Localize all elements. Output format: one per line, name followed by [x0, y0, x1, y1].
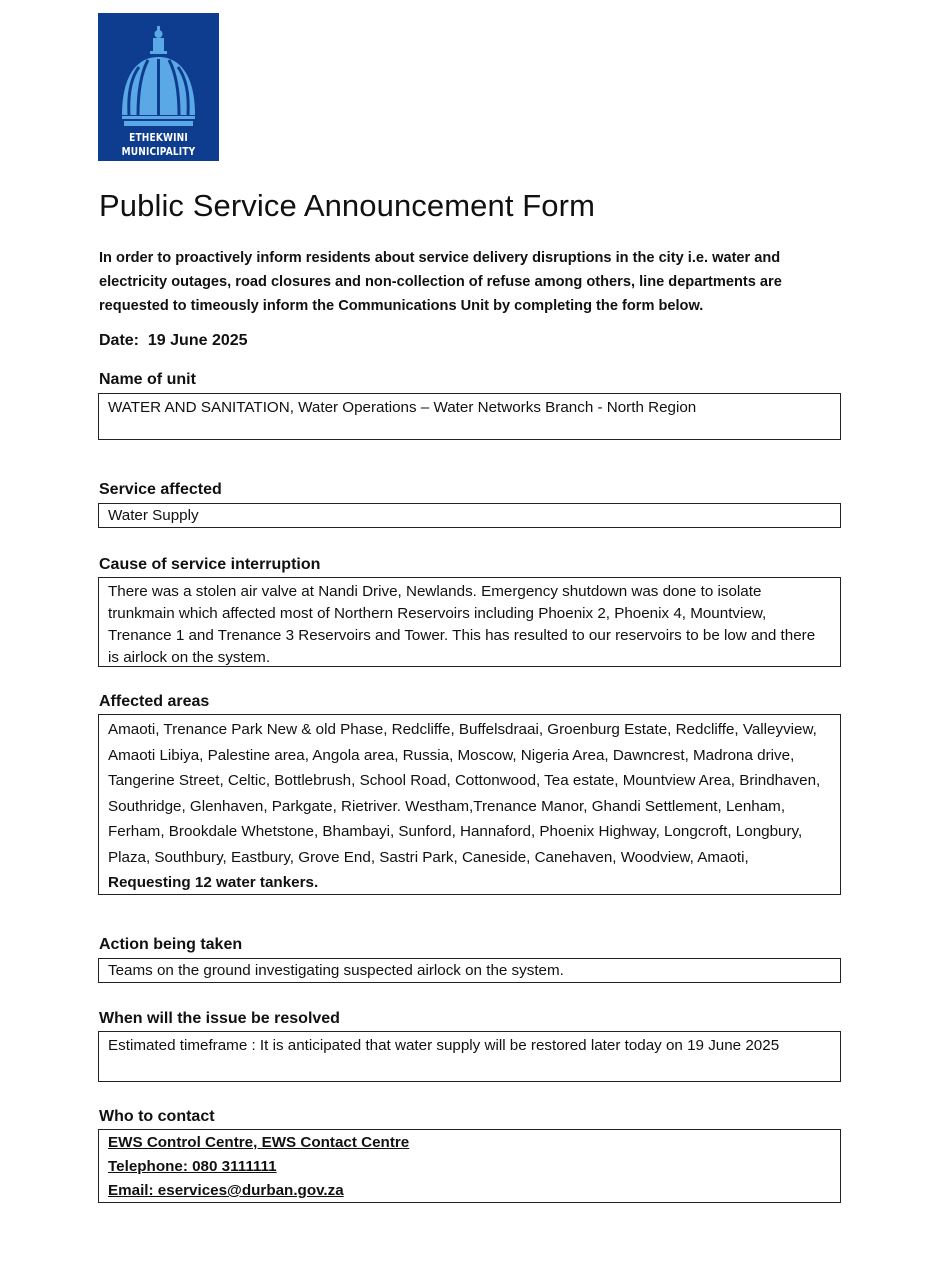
unit-label: Name of unit — [99, 371, 196, 388]
contact-telephone[interactable]: Telephone: 080 3111111 — [108, 1158, 277, 1175]
logo-line-1: ETHEKWINI — [129, 131, 188, 144]
page-title: Public Service Announcement Form — [99, 188, 595, 223]
action-label: Action being taken — [99, 936, 243, 953]
tanker-request: Requesting 12 water tankers. — [108, 874, 319, 891]
contact-email[interactable]: Email: eservices@durban.gov.za — [108, 1182, 344, 1199]
contact-centre: EWS Control Centre, EWS Contact Centre — [108, 1134, 410, 1151]
municipality-logo — [98, 13, 219, 161]
service-field: Water Supply — [98, 503, 841, 528]
areas-label: Affected areas — [99, 693, 210, 710]
areas-list: Amaoti, Trenance Park New & old Phase, Redcliffe, Buffelsdraai, Groenburg Estate, Redcliffe, Valleyview, Amaoti Libiya, Palestine area, Angola area, Russia, Moscow, Nigeria Area, Dawncrest, Madrona drive, Tangerine Street, Celtic, Bottlebrush, School Road, Cottonwood, Tea estate, Mountview Area, Brindhaven, Southridge, Glenhaven, Parkgate, Rietriver. Westham,Trenance Manor, Ghandi Settlement, Lenham, Ferham, Brookdale Whetstone, Bhambayi, Sunford, Hannaford, Phoenix Highway, Longcroft, Longbury, Plaza, Southbury, Eastbury, Grove End, Sastri Park, Caneside, Canehaven, Woodview, Amaoti, — [108, 721, 821, 866]
logo-line-2: MUNICIPALITY — [121, 145, 196, 158]
contact-field — [98, 1129, 841, 1203]
unit-field: WATER AND SANITATION, Water Operations – Water Networks Branch - North Region — [98, 393, 841, 440]
resolved-field: Estimated timeframe : It is anticipated that water supply will be restored later today on 19 June 2025 — [98, 1031, 841, 1082]
service-label: Service affected — [99, 481, 222, 498]
intro-text: In order to proactively inform residents about service delivery disruptions in the city i.e. water and electricity outages, road closures and non-collection of refuse among others, line departments are requested to timeously inform the Communications Unit by completing the form below. — [99, 250, 782, 314]
date-line — [99, 332, 248, 350]
date-value: 19 June 2025 — [147, 332, 248, 349]
action-field: Teams on the ground investigating suspected airlock on the system. — [98, 958, 841, 983]
contact-label: Who to contact — [99, 1108, 215, 1125]
resolved-label: When will the issue be resolved — [99, 1010, 340, 1027]
date-label: Date: — [99, 332, 140, 349]
cause-field: There was a stolen air valve at Nandi Drive, Newlands. Emergency shutdown was done to isolate trunkmain which affected most of Northern Reservoirs including Phoenix 2, Phoenix 4, Mountview, Trenance 1 and Trenance 3 Reservoirs and Tower. This has resulted to our reservoirs to be low and there is airlock on the system. — [98, 577, 841, 667]
cause-label: Cause of service interruption — [99, 556, 321, 573]
areas-field — [98, 714, 841, 895]
